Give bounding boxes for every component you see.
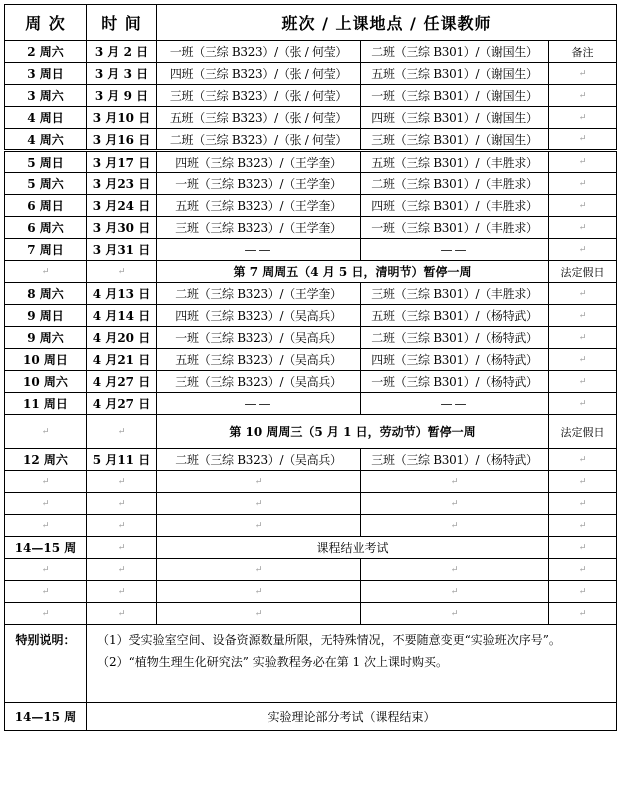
para-mark: ↵ — [157, 515, 361, 537]
schedule-row — [5, 41, 617, 63]
class-a-cell: 三班（三综 B323）/（吴高兵） — [157, 371, 361, 393]
date-cell: 4 月20 日 — [87, 327, 157, 349]
para-mark: ↵ — [157, 581, 361, 603]
schedule-row — [5, 129, 617, 151]
class-b-cell: 三班（三综 B301）/（谢国生） — [361, 129, 549, 151]
para-mark: ↵ — [87, 559, 157, 581]
class-b-cell: 二班（三综 B301）/（丰胜求） — [361, 173, 549, 195]
schedule-row — [5, 239, 617, 261]
schedule-row — [5, 195, 617, 217]
class-a-cell: 四班（三综 B323）/（张 / 何莹） — [157, 63, 361, 85]
final-exam-row — [5, 703, 617, 731]
class-b-cell: 五班（三综 B301）/（谢国生） — [361, 63, 549, 85]
week-cell: 6 周日 — [5, 195, 87, 217]
empty-row — [5, 515, 617, 537]
class-b-cell: 二班（三综 B301）/（谢国生） — [361, 41, 549, 63]
schedule-row — [5, 283, 617, 305]
date-cell: 4 月27 日 — [87, 393, 157, 415]
class-b-cell: 四班（三综 B301）/（丰胜求） — [361, 195, 549, 217]
para-mark: ↵ — [87, 581, 157, 603]
para-mark: ↵ — [157, 493, 361, 515]
week-cell: 7 周日 — [5, 239, 87, 261]
class-a-cell: 四班（三综 B323）/（王学奎） — [157, 151, 361, 173]
schedule-row — [5, 393, 617, 415]
class-b-cell: 四班（三综 B301）/（杨特武） — [361, 349, 549, 371]
para-mark: ↵ — [5, 493, 87, 515]
para-mark: ↵ — [5, 415, 87, 449]
week-cell: 5 周日 — [5, 151, 87, 173]
class-b-cell: 一班（三综 B301）/（丰胜求） — [361, 217, 549, 239]
para-mark: ↵ — [549, 449, 617, 471]
empty-row — [5, 559, 617, 581]
date-cell: 3 月30 日 — [87, 217, 157, 239]
holiday-row-labor-day — [5, 415, 617, 449]
week-cell: 3 周日 — [5, 63, 87, 85]
schedule-row — [5, 327, 617, 349]
header-main: 班次 / 上课地点 / 任课教师 — [157, 5, 617, 41]
para-mark: ↵ — [5, 471, 87, 493]
empty-row — [5, 603, 617, 625]
para-mark: ↵ — [549, 371, 617, 393]
schedule-row — [5, 371, 617, 393]
date-cell: 3 月 3 日 — [87, 63, 157, 85]
class-a-cell: 一班（三综 B323）/（张 / 何莹） — [157, 41, 361, 63]
para-mark: ↵ — [87, 493, 157, 515]
date-cell: 4 月14 日 — [87, 305, 157, 327]
para-mark: ↵ — [549, 217, 617, 239]
class-b-cell: 五班（三综 B301）/（丰胜求） — [361, 151, 549, 173]
para-mark: ↵ — [87, 537, 157, 559]
week-cell: 6 周六 — [5, 217, 87, 239]
para-mark: ↵ — [361, 559, 549, 581]
schedule-row — [5, 173, 617, 195]
para-mark: ↵ — [549, 283, 617, 305]
class-a-cell: 一班（三综 B323）/（王学奎） — [157, 173, 361, 195]
schedule-row — [5, 63, 617, 85]
empty-rows-lower — [5, 559, 617, 625]
class-a-cell: —— — [157, 393, 361, 415]
week-cell: 9 周六 — [5, 327, 87, 349]
date-cell: 4 月21 日 — [87, 349, 157, 371]
para-mark: ↵ — [5, 581, 87, 603]
date-cell: 3 月23 日 — [87, 173, 157, 195]
para-mark: ↵ — [157, 471, 361, 493]
notes-label: 特别说明： — [5, 625, 87, 703]
class-a-cell: 三班（三综 B323）/（张 / 何莹） — [157, 85, 361, 107]
date-cell: 3 月24 日 — [87, 195, 157, 217]
class-a-cell: 五班（三综 B323）/（王学奎） — [157, 195, 361, 217]
para-mark: ↵ — [549, 493, 617, 515]
notes-body — [87, 625, 617, 703]
header-time: 时 间 — [87, 5, 157, 41]
class-b-cell: 四班（三综 B301）/（谢国生） — [361, 107, 549, 129]
week-cell: 5 周六 — [5, 173, 87, 195]
class-b-cell: —— — [361, 393, 549, 415]
class-a-cell: 二班（三综 B323）/（张 / 何莹） — [157, 129, 361, 151]
notes-line-1: （1）受实验室空间、设备资源数量所限，无特殊情况，不要随意变更“实验班次序号”。 — [97, 633, 561, 647]
empty-row — [5, 471, 617, 493]
week-cell: 9 周日 — [5, 305, 87, 327]
class-a-cell: 三班（三综 B323）/（王学奎） — [157, 217, 361, 239]
empty-row — [5, 493, 617, 515]
week-cell: 2 周六 — [5, 41, 87, 63]
schedule-row — [5, 349, 617, 371]
holiday-row-qingming — [5, 261, 617, 283]
para-mark: ↵ — [549, 151, 617, 173]
para-mark: ↵ — [549, 173, 617, 195]
note-cell: 备注 — [549, 41, 617, 63]
week-cell: 8 周六 — [5, 283, 87, 305]
para-mark: ↵ — [5, 515, 87, 537]
date-cell: 3 月17 日 — [87, 151, 157, 173]
para-mark: ↵ — [87, 261, 157, 283]
class-b-cell: 二班（三综 B301）/（杨特武） — [361, 327, 549, 349]
class-a-cell: 一班（三综 B323）/（吴高兵） — [157, 327, 361, 349]
para-mark: ↵ — [361, 471, 549, 493]
exam-week: 14—15 周 — [5, 537, 87, 559]
date-cell: 5 月11 日 — [87, 449, 157, 471]
date-cell: 4 月27 日 — [87, 371, 157, 393]
week-cell: 3 周六 — [5, 85, 87, 107]
header-row — [5, 5, 617, 41]
date-cell: 3 月 2 日 — [87, 41, 157, 63]
week-cell: 4 周日 — [5, 107, 87, 129]
para-mark: ↵ — [361, 581, 549, 603]
holiday-text: 第 7 周周五（4 月 5 日，清明节）暂停一周 — [157, 261, 549, 283]
schedule-row — [5, 305, 617, 327]
class-b-cell: 一班（三综 B301）/（杨特武） — [361, 371, 549, 393]
empty-row — [5, 581, 617, 603]
para-mark: ↵ — [361, 515, 549, 537]
class-a-cell: 四班（三综 B323）/（吴高兵） — [157, 305, 361, 327]
para-mark: ↵ — [549, 107, 617, 129]
para-mark: ↵ — [549, 327, 617, 349]
schedule-table — [4, 4, 617, 731]
date-cell: 3 月 9 日 — [87, 85, 157, 107]
para-mark: ↵ — [549, 349, 617, 371]
para-mark: ↵ — [549, 537, 617, 559]
header-week: 周 次 — [5, 5, 87, 41]
class-a-cell: 二班（三综 B323）/（吴高兵） — [157, 449, 361, 471]
exam-text: 课程结业考试 — [157, 537, 549, 559]
exam-row — [5, 537, 617, 559]
week-cell: 10 周日 — [5, 349, 87, 371]
class-b-cell: 一班（三综 B301）/（谢国生） — [361, 85, 549, 107]
week-cell: 10 周六 — [5, 371, 87, 393]
holiday-note: 法定假日 — [549, 261, 617, 283]
para-mark: ↵ — [549, 305, 617, 327]
para-mark: ↵ — [5, 603, 87, 625]
para-mark: ↵ — [361, 603, 549, 625]
class-b-cell: 三班（三综 B301）/（丰胜求） — [361, 283, 549, 305]
notes-line-2: （2）“植物生理生化研究法” 实验教程务必在第 1 次上课时购买。 — [97, 655, 448, 669]
week-cell: 4 周六 — [5, 129, 87, 151]
date-cell: 3 月16 日 — [87, 129, 157, 151]
para-mark: ↵ — [157, 559, 361, 581]
week-cell: 12 周六 — [5, 449, 87, 471]
para-mark: ↵ — [87, 471, 157, 493]
para-mark: ↵ — [549, 239, 617, 261]
schedule-row — [5, 107, 617, 129]
para-mark: ↵ — [549, 603, 617, 625]
para-mark: ↵ — [549, 515, 617, 537]
notes-row — [5, 625, 617, 703]
class-b-cell: 三班（三综 B301）/（杨特武） — [361, 449, 549, 471]
para-mark: ↵ — [5, 559, 87, 581]
para-mark: ↵ — [549, 471, 617, 493]
para-mark: ↵ — [5, 261, 87, 283]
class-a-cell: 二班（三综 B323）/（王学奎） — [157, 283, 361, 305]
date-cell: 3 月10 日 — [87, 107, 157, 129]
class-b-cell: —— — [361, 239, 549, 261]
week-cell: 11 周日 — [5, 393, 87, 415]
date-cell: 4 月13 日 — [87, 283, 157, 305]
final-text: 实验理论部分考试（课程结束） — [87, 703, 617, 731]
class-a-cell: —— — [157, 239, 361, 261]
para-mark: ↵ — [549, 393, 617, 415]
class-b-cell: 五班（三综 B301）/（杨特武） — [361, 305, 549, 327]
holiday-text: 第 10 周周三（5 月 1 日，劳动节）暂停一周 — [157, 415, 549, 449]
schedule-row-week12 — [5, 449, 617, 471]
schedule-block-april — [5, 283, 617, 415]
para-mark: ↵ — [549, 85, 617, 107]
schedule-row — [5, 85, 617, 107]
empty-rows-upper — [5, 471, 617, 537]
class-a-cell: 五班（三综 B323）/（吴高兵） — [157, 349, 361, 371]
class-a-cell: 五班（三综 B323）/（张 / 何莹） — [157, 107, 361, 129]
schedule-block-march — [5, 41, 617, 261]
para-mark: ↵ — [549, 63, 617, 85]
para-mark: ↵ — [361, 493, 549, 515]
para-mark: ↵ — [549, 559, 617, 581]
holiday-note: 法定假日 — [549, 415, 617, 449]
para-mark: ↵ — [549, 129, 617, 151]
date-cell: 3 月31 日 — [87, 239, 157, 261]
para-mark: ↵ — [157, 603, 361, 625]
para-mark: ↵ — [549, 195, 617, 217]
final-week: 14—15 周 — [5, 703, 87, 731]
para-mark: ↵ — [87, 515, 157, 537]
para-mark: ↵ — [87, 603, 157, 625]
para-mark: ↵ — [549, 581, 617, 603]
para-mark: ↵ — [87, 415, 157, 449]
schedule-row — [5, 217, 617, 239]
schedule-row — [5, 151, 617, 173]
